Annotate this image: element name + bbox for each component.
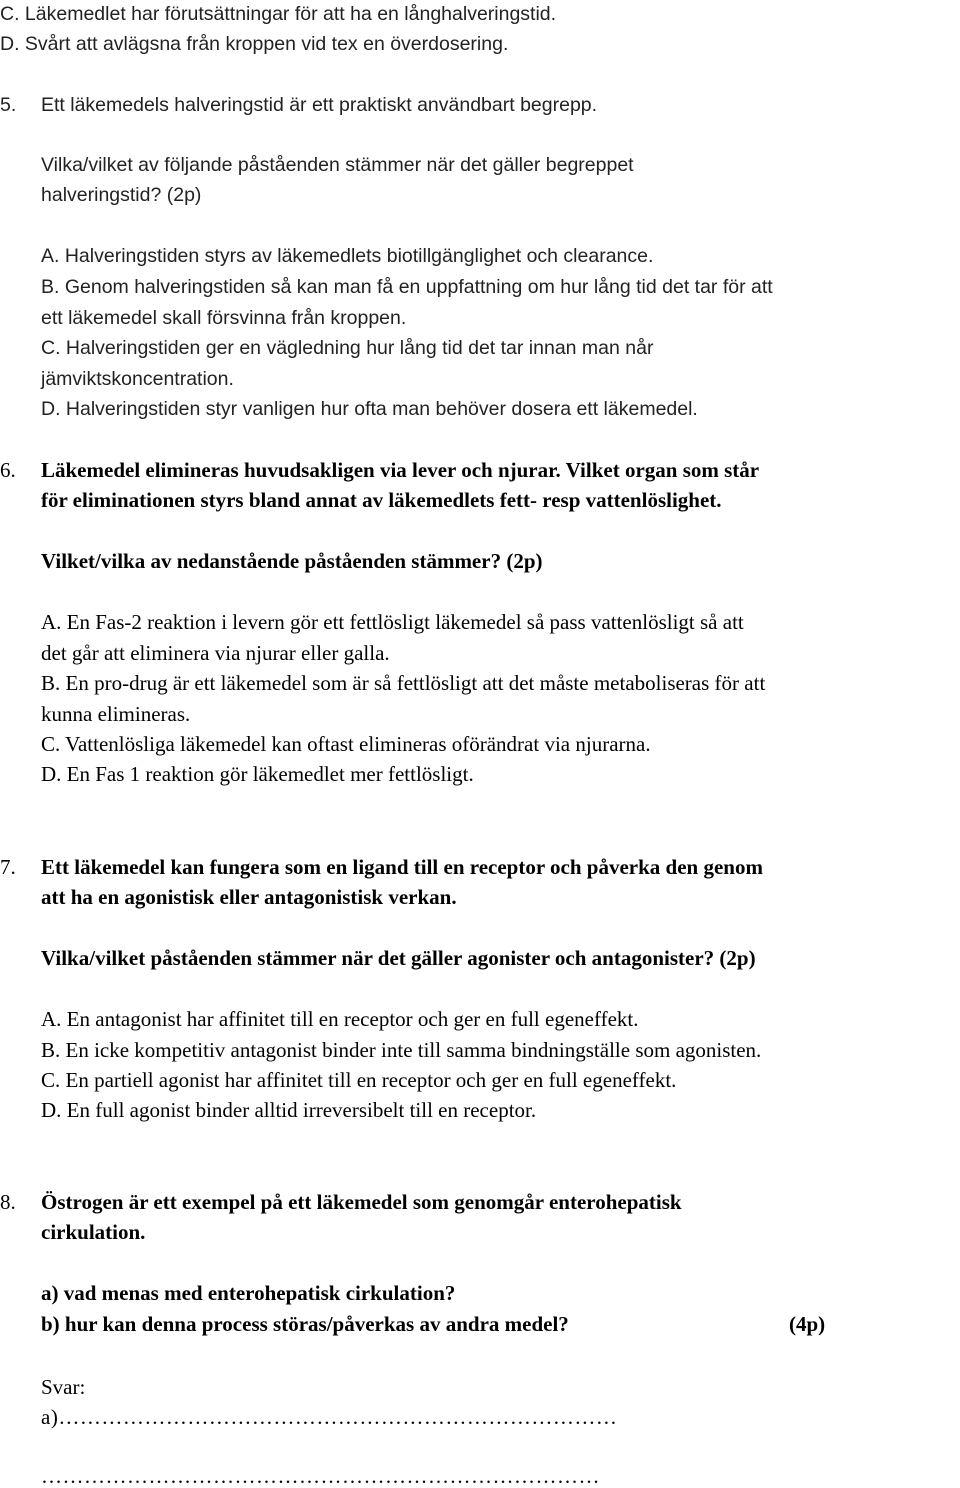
question-5-option-c-line2: jämviktskoncentration. [41,368,234,390]
question-7-option-c: C. En partiell agonist har affinitet till en receptor och ger en full egeneffekt. [41,1068,677,1092]
question-6-prompt: Vilket/vilka av nedanstående påståenden stämmer? (2p) [41,549,543,573]
question-5-option-a: A. Halveringstiden styrs av läkemedlets biotillgänglighet och clearance. [41,245,654,267]
question-7-prompt: Vilka/vilket påståenden stämmer när det gäller agonister och antagonister? (2p) [41,946,756,970]
answer-a-line[interactable]: a)…………………………………………………………………… [41,1405,618,1429]
question-5-option-c-line1: C. Halveringstiden ger en vägledning hur lång tid det tar innan man når [41,337,654,359]
question-6-option-d: D. En Fas 1 reaktion gör läkemedlet mer fettlösligt. [41,762,474,786]
question-7-option-d: D. En full agonist binder alltid irreversibelt till en receptor. [41,1098,537,1122]
question-7-intro-line2: att ha en agonistisk eller antagonistisk verkan. [41,885,457,909]
question-6-option-a-line1: A. En Fas-2 reaktion i levern gör ett fettlösligt läkemedel så pass vattenlösligt så att [41,610,744,634]
question-5-option-d: D. Halveringstiden styr vanligen hur ofta man behöver dosera ett läkemedel. [41,398,698,420]
question-8-points: (4p) [789,1312,826,1336]
question-6-intro-line1: Läkemedel elimineras huvudsakligen via lever och njurar. Vilket organ som står [41,458,760,482]
question-8-intro-line1: Östrogen är ett exempel på ett läkemedel som genomgår enterohepatisk [41,1190,682,1214]
question-5-number: 5. [0,94,17,116]
question-5-option-b-line1: B. Genom halveringstiden så kan man få en uppfattning om hur lång tid det tar för att [41,276,773,298]
question-7-option-b: B. En icke kompetitiv antagonist binder inte till samma bindningställe som agonisten. [41,1038,762,1062]
question-7-option-a: A. En antagonist har affinitet till en receptor och ger en full egeneffekt. [41,1007,639,1031]
question-8-sub-a: a) vad menas med enterohepatisk cirkulation? [41,1281,456,1305]
question-6-intro-line2: för eliminationen styrs bland annat av läkemedlets fett- resp vattenlöslighet. [41,488,722,512]
option-c-text: C. Läkemedlet har förutsättningar för att ha en långhalveringstid. [0,3,557,25]
question-7-number: 7. [0,855,16,879]
question-6-option-b-line1: B. En pro-drug är ett läkemedel som är så fettlösligt att det måste metaboliseras för att [41,671,766,695]
question-5-intro: Ett läkemedels halveringstid är ett praktiskt användbart begrepp. [41,94,598,116]
question-8-number: 8. [0,1190,16,1214]
question-6-option-b-line2: kunna elimineras. [41,702,191,726]
question-6-option-c: C. Vattenlösliga läkemedel kan oftast elimineras oförändrat via njurarna. [41,732,651,756]
option-d-text: D. Svårt att avlägsna från kroppen vid tex en överdosering. [0,33,509,55]
question-8-intro-line2: cirkulation. [41,1220,146,1244]
question-8-sub-b: b) hur kan denna process störas/påverkas av andra medel? [41,1312,569,1336]
question-7-intro-line1: Ett läkemedel kan fungera som en ligand till en receptor och påverka den genom [41,855,763,879]
answer-line-2[interactable]: …………………………………………………………………… [41,1464,600,1488]
question-6-number: 6. [0,458,16,482]
question-6-option-a-line2: det går att eliminera via njurar eller galla. [41,641,390,665]
question-5-option-b-line2: ett läkemedel skall försvinna från kroppen. [41,307,407,329]
question-5-prompt-line1: Vilka/vilket av följande påståenden stämmer när det gäller begreppet [41,154,634,176]
question-5-prompt-line2: halveringstid? (2p) [41,184,202,206]
answer-label: Svar: [41,1375,86,1399]
